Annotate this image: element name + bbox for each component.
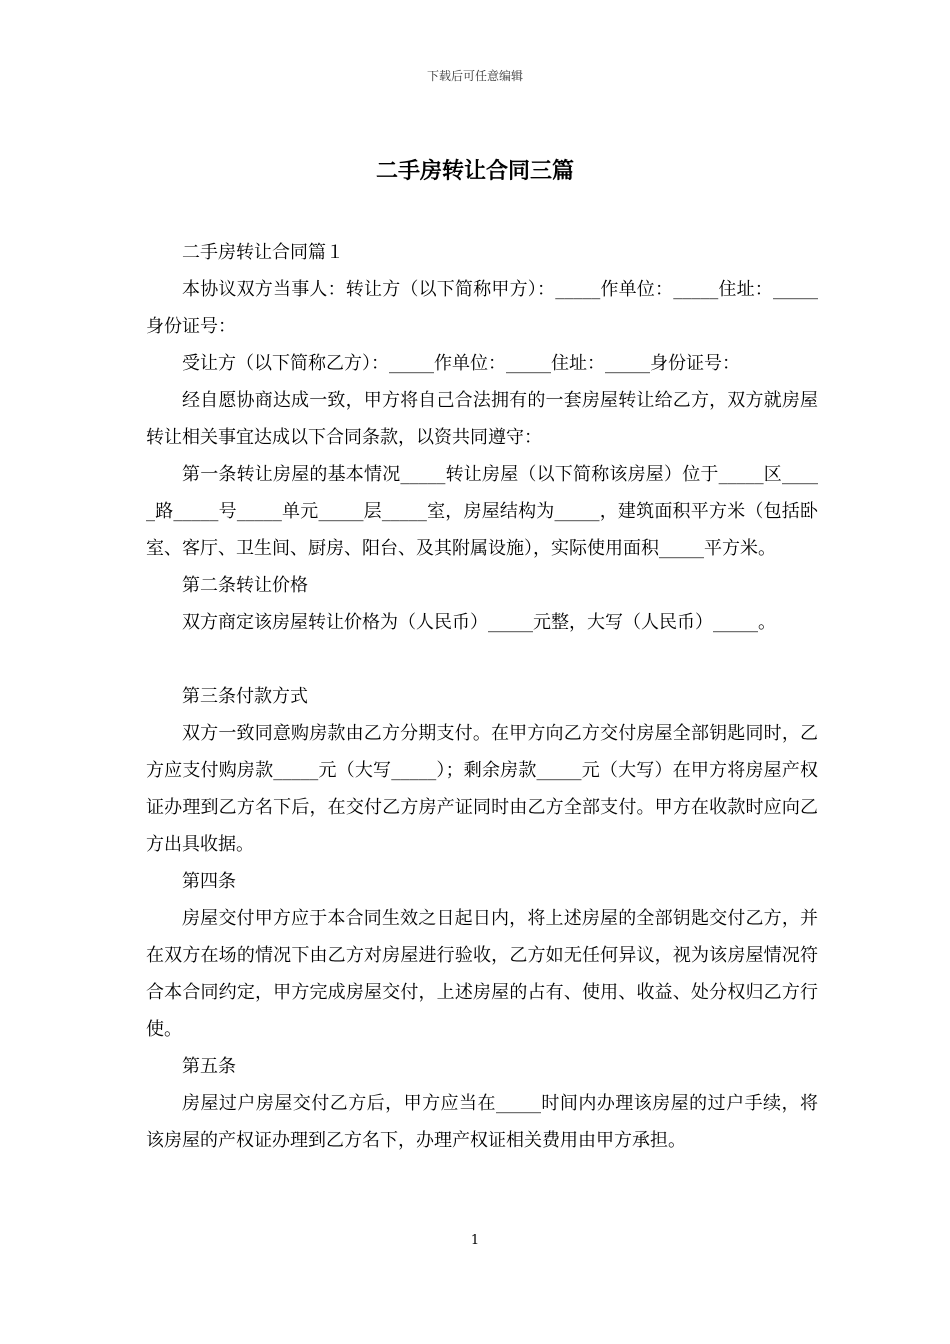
article-heading: 第三条付款方式 (182, 686, 308, 707)
paragraph: 第一条转让房屋的基本情况_____转让房屋（以下简称该房屋）位于_____区_____路_____号_____单元_____层_____室，房屋结构为_____，建筑面积平方米（包括卧室、客厅、卫生间、厨房、阳台、及其附属设施），实际使用面积_____平方米。 (146, 464, 818, 559)
document-title: 二手房转让合同三篇 (375, 159, 574, 184)
document-body (146, 234, 818, 1159)
paragraph: 房屋交付甲方应于本合同生效之日起日内，将上述房屋的全部钥匙交付乙方，并在双方在场的情况下由乙方对房屋进行验收，乙方如无任何异议，视为该房屋情况符合本合同约定，甲方完成房屋交付，上述房屋的占有、使用、收益、处分权归乙方行使。 (146, 908, 818, 1040)
paragraph: 受让方（以下简称乙方）：_____作单位：_____住址：_____身份证号： (182, 353, 740, 374)
paragraph: 双方一致同意购房款由乙方分期支付。在甲方向乙方交付房屋全部钥匙同时，乙方应支付购房款_____元（大写_____）；剩余房款_____元（大写）在甲方将房屋产权证办理到乙方名下后，在交付乙方房产证同时由乙方全部支付。甲方在收款时应向乙方出具收据。 (146, 723, 818, 855)
paragraph: 双方商定该房屋转让价格为（人民币）_____元整，大写（人民币）_____。 (182, 612, 776, 633)
paragraph: 本协议双方当事人：转让方（以下简称甲方）：_____作单位：_____住址：_____身份证号： (146, 279, 818, 337)
article-heading: 第四条 (182, 871, 236, 892)
article-heading: 第二条转让价格 (182, 575, 308, 596)
page-number: 1 (470, 1233, 480, 1248)
section-heading: 二手房转让合同篇１ (182, 242, 344, 263)
article-heading: 第五条 (182, 1056, 236, 1077)
paragraph: 经自愿协商达成一致，甲方将自己合法拥有的一套房屋转让给乙方，双方就房屋转让相关事宜达成以下合同条款，以资共同遵守： (146, 390, 818, 448)
paragraph: 房屋过户房屋交付乙方后，甲方应当在_____时间内办理该房屋的过户手续，将该房屋的产权证办理到乙方名下，办理产权证相关费用由甲方承担。 (146, 1093, 818, 1151)
header-note: 下载后可任意编辑 (426, 69, 523, 83)
